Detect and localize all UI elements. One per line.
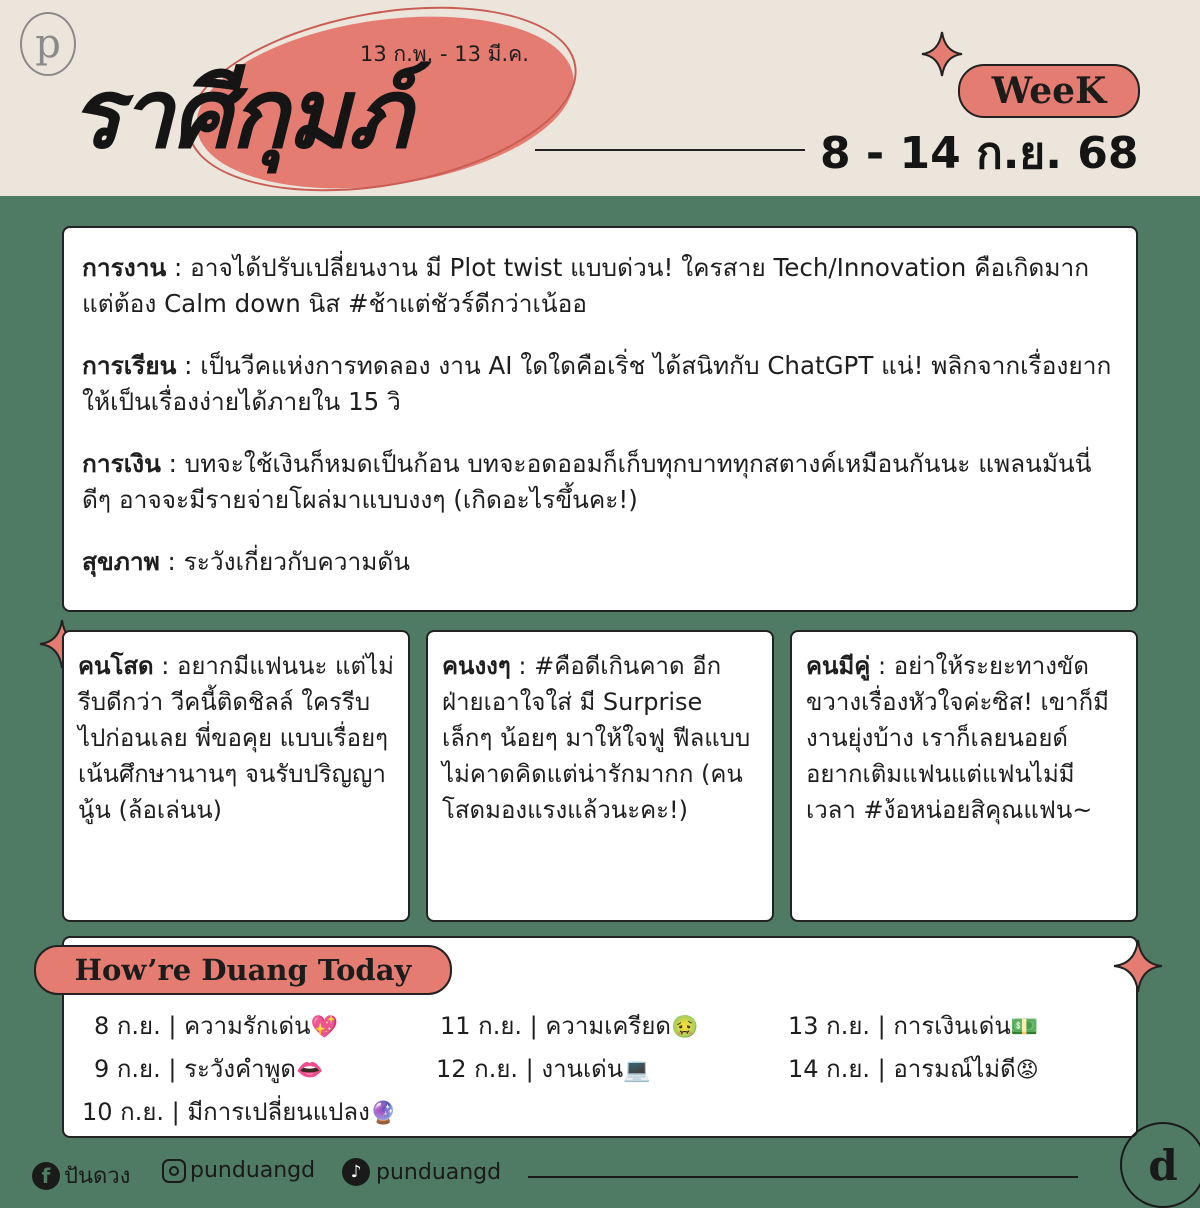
tiktok-handle: punduangd — [376, 1159, 502, 1185]
nauseated-face-emoji-icon: 🤢 — [671, 1015, 699, 1040]
day-item — [436, 1049, 651, 1088]
crystal-ball-emoji-icon: 🔮 — [369, 1101, 398, 1126]
couple-forecast — [806, 648, 1122, 828]
facebook-icon: f — [32, 1162, 60, 1190]
zodiac-sign-title: ราศีกุมภ์ — [70, 58, 410, 170]
day-text: 13 ก.ย. | การเงินเด่น — [788, 1012, 1011, 1040]
single-text: : อยากมีแฟนนะ แต่ไม่รีบดีกว่า วีคนี้ติดชิลล์ ใครรีบไปก่อนเลย พี่ขอคุย แบบเรื่อยๆ เน้นศึกษานานๆ จนรับปริญญานู้น (ล้อเล่นน) — [78, 652, 394, 824]
daily-forecast-title: How’re Duang Today — [34, 945, 452, 995]
day-text: 9 ก.ย. | ระวังคำพูด — [94, 1055, 297, 1083]
single-forecast — [78, 648, 394, 828]
angry-face-emoji-icon: 😡 — [1015, 1058, 1039, 1083]
single-label: คนโสด — [78, 652, 154, 680]
study-label: การเรียน — [82, 351, 177, 380]
week-dates: 8 - 14 ก.ย. 68 — [820, 128, 1139, 179]
money-label: การเงิน — [82, 449, 161, 478]
tiktok-link[interactable] — [342, 1158, 501, 1186]
day-item — [440, 1006, 698, 1045]
instagram-link[interactable] — [162, 1158, 315, 1183]
day-text: 14 ก.ย. | อารมณ์ไม่ดี — [788, 1055, 1016, 1083]
tiktok-icon: ♪ — [342, 1158, 370, 1186]
study-forecast — [82, 348, 1118, 420]
heart-emoji-icon: 💖 — [310, 1015, 338, 1040]
day-item — [82, 1092, 397, 1131]
day-text: 12 ก.ย. | งานเด่น — [436, 1055, 624, 1083]
confused-text: : #คือดีเกินคาด อีกฝ่ายเอาใจใส่ มี Surprise เล็กๆ น้อยๆ มาให้ใจฟู ฟีลแบบไม่คาดคิดแต่น่ารักมากก (คนโสดมองแรงแล้วนะคะ!) — [442, 652, 751, 824]
brand-logo-d — [1120, 1122, 1200, 1208]
day-item — [94, 1049, 323, 1088]
day-item — [788, 1049, 1039, 1088]
single-forecast-panel — [62, 630, 410, 922]
instagram-handle: punduangd — [190, 1158, 316, 1183]
work-text: : อาจได้ปรับเปลี่ยนงาน มี Plot twist แบบด่วน! ใครสาย Tech/Innovation คือเกิดมาก แต่ต้อง Calm down นิส #ช้าแต่ชัวร์ดีกว่าเน้ออ — [82, 253, 1090, 318]
footer-divider-line — [528, 1176, 1078, 1178]
logo-letter: p — [35, 21, 61, 67]
confused-forecast-panel — [426, 630, 774, 922]
laptop-emoji-icon: 💻 — [623, 1058, 651, 1083]
facebook-link[interactable] — [32, 1158, 130, 1193]
week-badge: WeeK — [958, 64, 1140, 118]
lips-emoji-icon: 👄 — [296, 1058, 324, 1083]
couple-forecast-panel — [790, 630, 1138, 922]
day-item — [94, 1006, 338, 1045]
instagram-icon — [162, 1159, 186, 1183]
sparkle-icon — [920, 30, 964, 78]
header-band — [0, 0, 1200, 196]
brand-logo-p — [20, 12, 76, 76]
money-text: : บทจะใช้เงินก็หมดเป็นก้อน บทจะอดออมก็เก็บทุกบาททุกสตางค์เหมือนกันนะ แพลนมันนี่ดีๆ อาจจะมีรายจ่ายโผล่มาแบบงงๆ (เกิดอะไรขึ้นคะ!) — [82, 449, 1092, 514]
work-label: การงาน — [82, 253, 167, 282]
main-forecast-panel — [62, 226, 1138, 612]
day-text: 10 ก.ย. | มีการเปลี่ยนแปลง — [82, 1098, 370, 1126]
health-label: สุขภาพ — [82, 547, 160, 576]
couple-label: คนมีคู่ — [806, 652, 871, 680]
confused-forecast — [442, 648, 758, 828]
day-text: 8 ก.ย. | ความรักเด่น — [94, 1012, 311, 1040]
money-emoji-icon: 💵 — [1010, 1015, 1039, 1040]
couple-text: : อย่าให้ระยะทางขัดขวางเรื่องหัวใจค่ะซิส! เขาก็มีงานยุ่งบ้าง เราก็เลยนอยด์ อยากเติมแฟนแต่แฟนไม่มีเวลา #ง้อหน่อยสิคุณแฟน~ — [806, 652, 1109, 824]
health-forecast — [82, 544, 1118, 580]
money-forecast — [82, 446, 1118, 518]
health-text: : ระวังเกี่ยวกับความดัน — [159, 547, 411, 576]
work-forecast — [82, 250, 1118, 322]
study-text: : เป็นวีคแห่งการทดลอง งาน AI ใดใดคือเริ่ช ได้สนิทกับ ChatGPT แน่! พลิกจากเรื่องยากให้เป็นเรื่องง่ายได้ภายใน 15 วิ — [82, 351, 1112, 416]
day-item — [788, 1006, 1038, 1045]
zodiac-date-range: 13 ก.พ. - 13 มี.ค. — [360, 42, 529, 66]
confused-label: คนงงๆ — [442, 652, 511, 680]
sparkle-icon — [1112, 938, 1164, 994]
facebook-name: ปันดวง — [64, 1164, 131, 1189]
header-divider-line — [535, 149, 805, 151]
day-text: 11 ก.ย. | ความเครียด — [440, 1012, 671, 1040]
logo-letter: d — [1148, 1140, 1178, 1190]
